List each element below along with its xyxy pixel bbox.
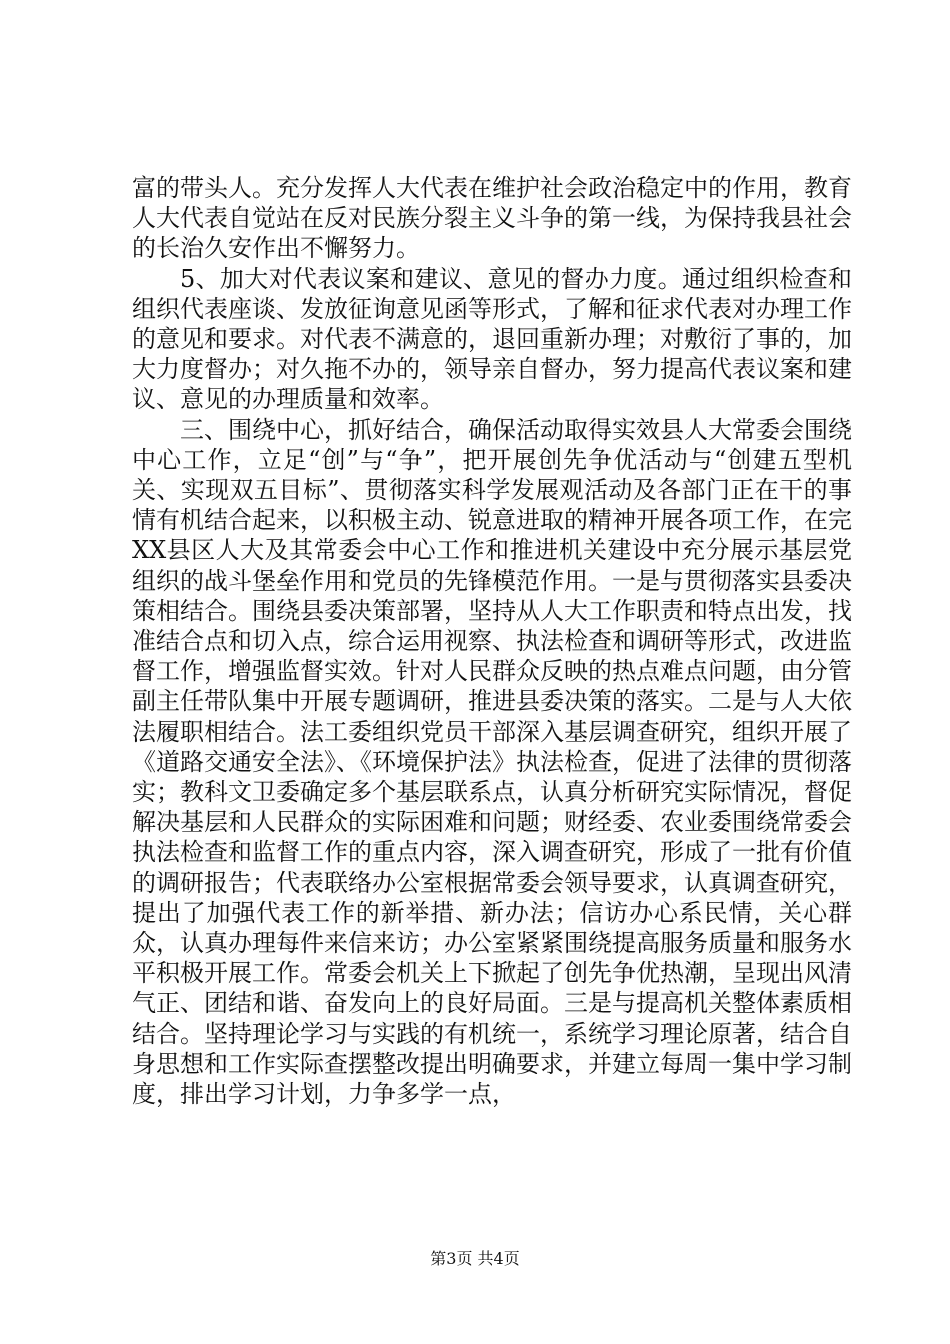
page-number: 第3页 共4页 <box>430 1249 520 1268</box>
paragraph: 富的带头人。充分发挥人大代表在维护社会政治稳定中的作用，教育人大代表自觉站在反对民族分裂主义斗争的第一线，为保持我县社会的长治久安作出不懈努力。 <box>132 174 852 263</box>
body-text <box>132 173 852 1109</box>
paragraph: 三、围绕中心，抓好结合，确保活动取得实效县人大常委会围绕中心工作，立足“创”与“争”，把开展创先争优活动与“创建五型机关、实现双五目标”、贯彻落实科学发展观活动及各部门正在干的事情有机结合起来，以积极主动、锐意进取的精神开展各项工作，在完XX县区人大及其常委会中心工作和推进机关建设中充分展示基层党组织的战斗堡垒作用和党员的先锋模范作用。一是与贯彻落实县委决策相结合。围绕县委决策部署，坚持从人大工作职责和特点出发，找准结合点和切入点，综合运用视察、执法检查和调研等形式，改进监督工作，增强监督实效。针对人民群众反映的热点难点问题，由分管副主任带队集中开展专题调研，推进县委决策的落实。二是与人大依法履职相结合。法工委组织党员干部深入基层调查研究，组织开展了《道路交通安全法》、《环境保护法》执法检查，促进了法律的贯彻落实；教科文卫委确定多个基层联系点，认真分析研究实际情况，督促解决基层和人民群众的实际困难和问题；财经委、农业委围绕常委会执法检查和监督工作的重点内容，深入调查研究，形成了一批有价值的调研报告；代表联络办公室根据常委会领导要求，认真调查研究，提出了加强代表工作的新举措、新办法；信访办心系民情，关心群众，认真办理每件来信来访；办公室紧紧围绕提高服务质量和服务水平积极开展工作。常委会机关上下掀起了创先争优热潮，呈现出风清气正、团结和谐、奋发向上的良好局面。三是与提高机关整体素质相结合。坚持理论学习与实践的有机统一，系统学习理论原著，结合自身思想和工作实际查摆整改提出明确要求，并建立每周一集中学习制度，排出学习计划，力争多学一点， <box>132 415 852 1109</box>
page-footer <box>0 1246 950 1269</box>
paragraph: 5、加大对代表议案和建议、意见的督办力度。通过组织检查和组织代表座谈、发放征询意见函等形式，了解和征求代表对办理工作的意见和要求。对代表不满意的，退回重新办理；对敷衍了事的，加大力度督办；对久拖不办的，领导亲自督办，努力提高代表议案和建议、意见的办理质量和效率。 <box>132 264 852 414</box>
